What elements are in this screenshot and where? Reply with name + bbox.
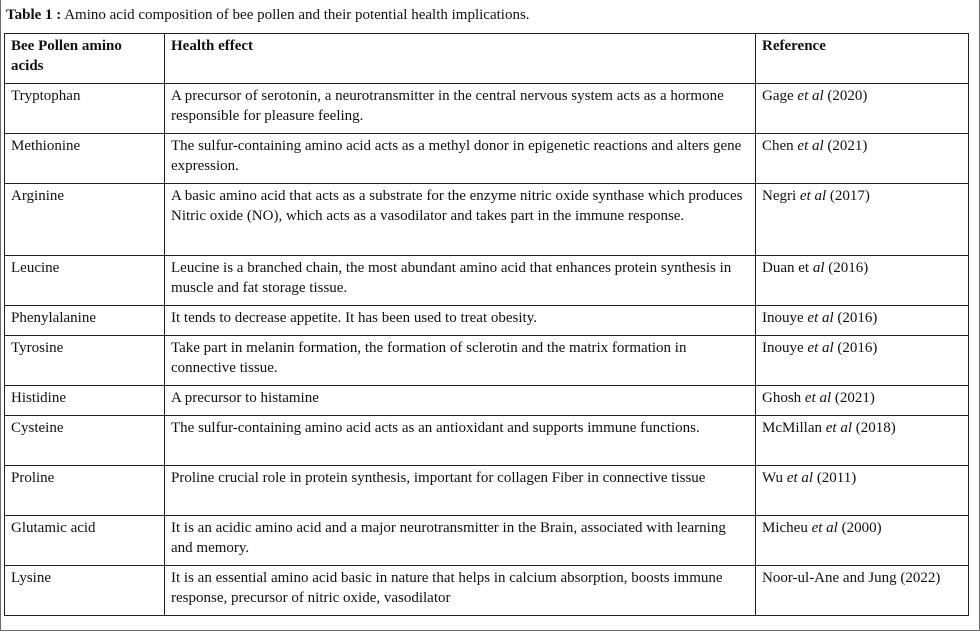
header-amino-acids: Bee Pollen amino acids xyxy=(5,34,165,84)
reference-year: (2016) xyxy=(833,340,878,356)
reference-author: Duan et xyxy=(762,260,813,276)
reference-year: (2016) xyxy=(824,260,869,276)
reference-author: Micheu xyxy=(762,520,812,536)
reference-cell xyxy=(756,466,969,516)
reference-et-al: et al xyxy=(799,188,827,204)
caption-label: Table 1 : xyxy=(6,7,62,23)
health-effect-cell: It tends to decrease appetite. It has been used to treat obesity. xyxy=(165,306,756,336)
reference-cell xyxy=(756,336,969,386)
reference-et-al: et al xyxy=(807,340,834,356)
health-effect-cell: A precursor of serotonin, a neurotransmitter in the central nervous system acts as a hormone responsible for pleasure feeling. xyxy=(165,84,756,134)
table-row xyxy=(5,84,969,134)
reference-cell xyxy=(756,184,969,256)
reference-cell xyxy=(756,256,969,306)
reference-et-al: et al xyxy=(797,138,824,154)
reference-year: (2016) xyxy=(833,310,878,326)
health-effect-cell: Proline crucial role in protein synthesis, important for collagen Fiber in connective tissue xyxy=(165,466,756,516)
reference-year: (2020) xyxy=(823,88,868,104)
reference-author: McMillan xyxy=(762,420,826,436)
reference-author: Chen xyxy=(762,138,798,154)
reference-et-al: et al xyxy=(797,88,824,104)
reference-cell xyxy=(756,566,969,616)
reference-author: Inouye xyxy=(762,340,808,356)
reference-author: Inouye xyxy=(762,310,808,326)
reference-et-al: et al xyxy=(804,390,832,406)
reference-cell xyxy=(756,386,969,416)
caption-text: Amino acid composition of bee pollen and their potential health implications. xyxy=(61,7,530,23)
table-row xyxy=(5,184,969,256)
table-row xyxy=(5,256,969,306)
header-reference: Reference xyxy=(756,34,969,84)
health-effect-cell: Take part in melanin formation, the formation of sclerotin and the matrix formation in connective tissue. xyxy=(165,336,756,386)
reference-cell xyxy=(756,516,969,566)
amino-acid-cell: Methionine xyxy=(5,134,165,184)
reference-et-al: al xyxy=(812,260,825,276)
table-row xyxy=(5,516,969,566)
reference-year: (2021) xyxy=(823,138,868,154)
health-effect-cell: The sulfur-containing amino acid acts as an antioxidant and supports immune functions. xyxy=(165,416,756,466)
reference-et-al: et al xyxy=(825,420,852,436)
table-row xyxy=(5,134,969,184)
header-health-effect: Health effect xyxy=(165,34,756,84)
health-effect-cell: It is an essential amino acid basic in nature that helps in calcium absorption, boosts immune response, precursor of nitric oxide, vasodilator xyxy=(165,566,756,616)
reference-author: Gage xyxy=(762,88,798,104)
reference-cell xyxy=(756,416,969,466)
amino-acid-cell: Tyrosine xyxy=(5,336,165,386)
amino-acid-table xyxy=(4,33,969,616)
amino-acid-cell: Arginine xyxy=(5,184,165,256)
header-row xyxy=(5,34,969,84)
reference-author: Negri xyxy=(762,188,800,204)
reference-author: Wu xyxy=(762,470,787,486)
reference-year: (2018) xyxy=(852,420,896,436)
health-effect-cell: It is an acidic amino acid and a major neurotransmitter in the Brain, associated with learning and memory. xyxy=(165,516,756,566)
reference-year: (2021) xyxy=(831,390,875,406)
reference-year: (2017) xyxy=(826,188,870,204)
reference-author: Ghosh xyxy=(762,390,805,406)
table-row xyxy=(5,336,969,386)
table-row xyxy=(5,386,969,416)
table-row xyxy=(5,466,969,516)
amino-acid-cell: Tryptophan xyxy=(5,84,165,134)
reference-author: Noor-ul-Ane and Jung (2022) xyxy=(762,570,941,586)
health-effect-cell: A basic amino acid that acts as a substrate for the enzyme nitric oxide synthase which produces Nitric oxide (NO), which acts as a vasodilator and takes part in the immune response. xyxy=(165,184,756,256)
table-row xyxy=(5,416,969,466)
reference-et-al: et al xyxy=(811,520,838,536)
health-effect-cell: The sulfur-containing amino acid acts as a methyl donor in epigenetic reactions and alters gene expression. xyxy=(165,134,756,184)
reference-et-al: et al xyxy=(807,310,834,326)
reference-year: (2000) xyxy=(837,520,882,536)
table-row xyxy=(5,306,969,336)
amino-acid-cell: Phenylalanine xyxy=(5,306,165,336)
reference-cell xyxy=(756,134,969,184)
amino-acid-cell: Leucine xyxy=(5,256,165,306)
table-caption xyxy=(6,5,530,25)
reference-year: (2011) xyxy=(813,470,857,486)
reference-et-al: et al xyxy=(786,470,814,486)
amino-acid-cell: Lysine xyxy=(5,566,165,616)
health-effect-cell: Leucine is a branched chain, the most abundant amino acid that enhances protein synthesis in muscle and fat storage tissue. xyxy=(165,256,756,306)
amino-acid-cell: Proline xyxy=(5,466,165,516)
amino-acid-cell: Cysteine xyxy=(5,416,165,466)
reference-cell xyxy=(756,306,969,336)
table-row xyxy=(5,566,969,616)
health-effect-cell: A precursor to histamine xyxy=(165,386,756,416)
reference-cell xyxy=(756,84,969,134)
amino-acid-cell: Histidine xyxy=(5,386,165,416)
amino-acid-cell: Glutamic acid xyxy=(5,516,165,566)
